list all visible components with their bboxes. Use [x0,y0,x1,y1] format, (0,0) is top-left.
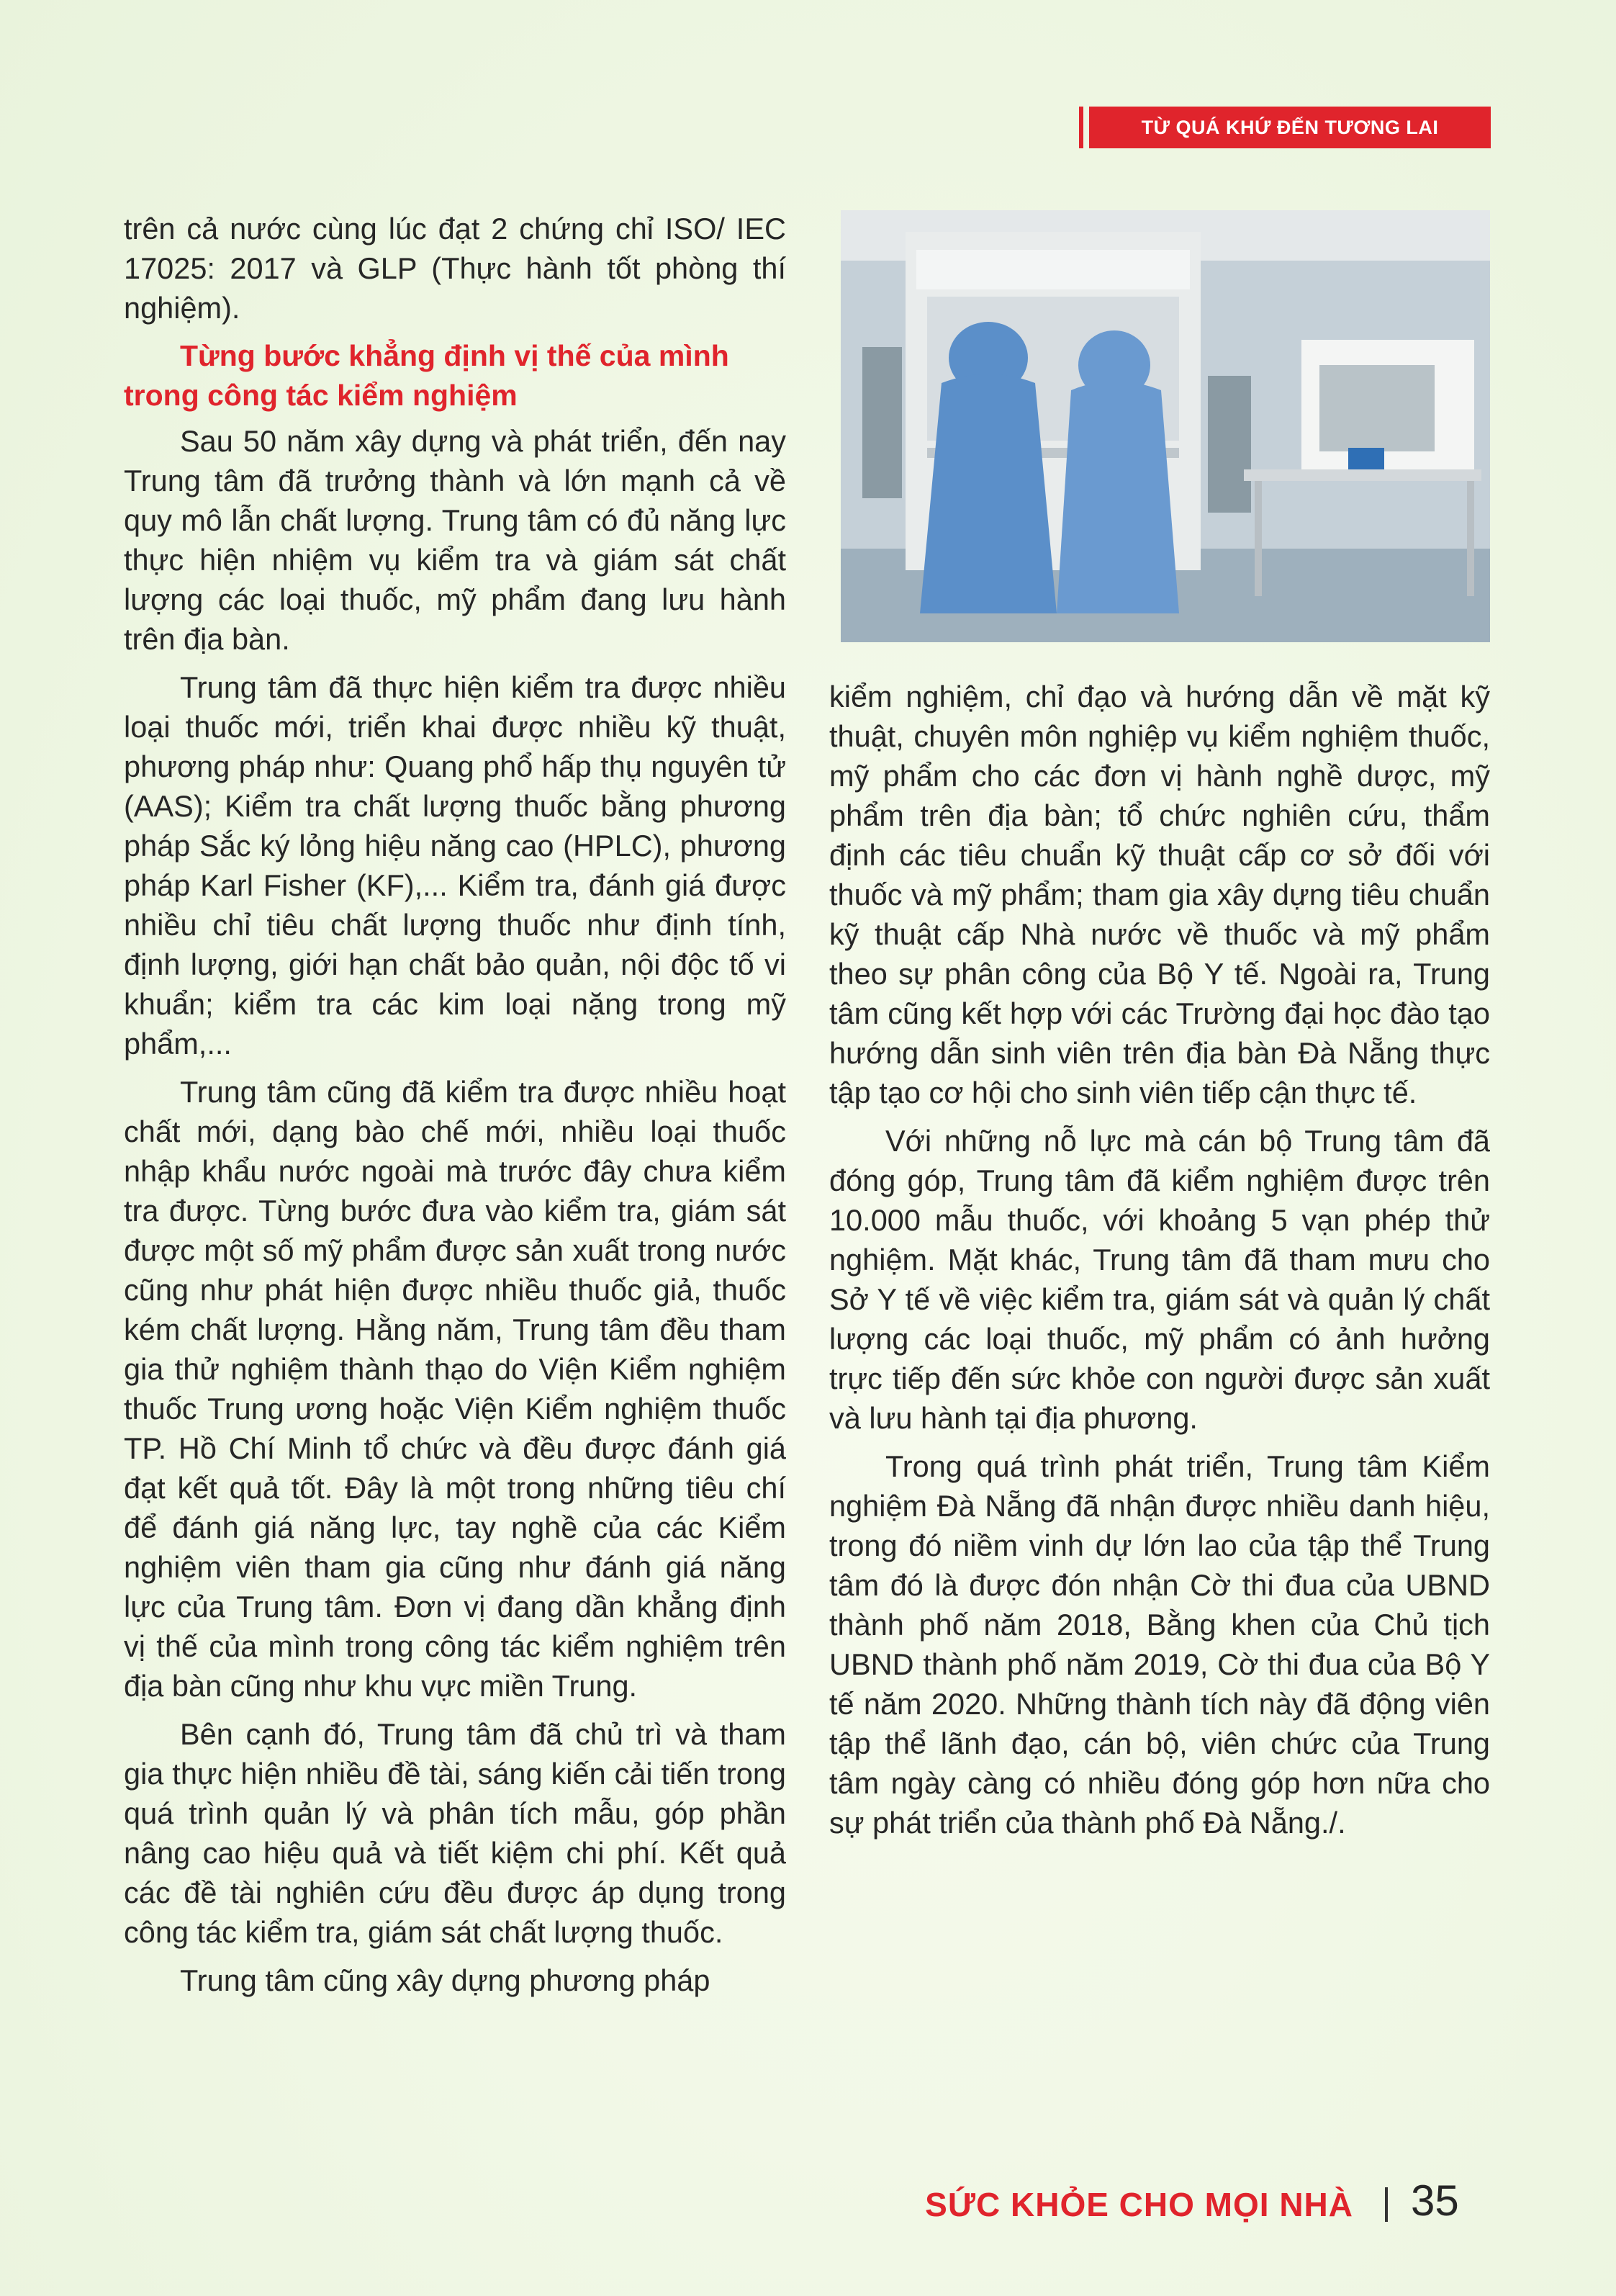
footer-divider [1385,2187,1388,2222]
paragraph: trên cả nước cùng lúc đạt 2 chứng chỉ ISO/ IEC 17025: 2017 và GLP (Thực hành tốt phòng thí nghiệm). [124,212,786,325]
right-column [829,677,1490,1851]
left-column [124,209,786,2009]
paragraph: Trung tâm cũng đã kiểm tra được nhiều hoạt chất mới, dạng bào chế mới, nhiều loại thuốc nhập khẩu nước ngoài mà trước đây chưa kiểm tra được. Từng bước đưa vào kiểm tra, giám sát được một số mỹ phẩm được sản xuất trong nước cũng như phát hiện được nhiều thuốc giả, thuốc kém chất lượng. Hằng năm, Trung tâm đều tham gia thử nghiệm thành thạo do Viện Kiểm nghiệm thuốc Trung ương hoặc Viện Kiểm nghiệm thuốc TP. Hồ Chí Minh tổ chức và đều được đánh giá đạt kết quả tốt. Đây là một trong những tiêu chí để đánh giá năng lực, tay nghề của các Kiểm nghiệm viên tham gia cũng như đánh giá năng lực của Trung tâm. Đơn vị đang dần khẳng định vị thế của mình trong công tác kiểm nghiệm trên địa bàn cũng như khu vực miền Trung. [124,1075,786,1703]
paragraph: Trung tâm đã thực hiện kiểm tra được nhiều loại thuốc mới, triển khai được nhiều kỹ thuật, phương pháp như: Quang phổ hấp thụ nguyên tử (AAS); Kiểm tra chất lượng thuốc bằng phương pháp Sắc ký lỏng hiệu năng cao (HPLC), phương pháp Karl Fisher (KF),... Kiểm tra, đánh giá được nhiều chỉ tiêu chất lượng thuốc như định tính, định lượng, giới hạn chất bảo quản, nội độc tố vi khuẩn; kiểm tra các kim loại nặng trong mỹ phẩm,... [124,670,786,1061]
paragraph: Trung tâm cũng xây dựng phương pháp [180,1963,710,1997]
paragraph: Với những nỗ lực mà cán bộ Trung tâm đã đóng góp, Trung tâm đã kiểm nghiệm được trên 10.000 mẫu thuốc, với khoảng 5 vạn phép thử nghiệm. Mặt khác, Trung tâm đã tham mưu cho Sở Y tế về việc kiểm tra, giám sát và quản lý chất lượng các loại thuốc, mỹ phẩm có ảnh hưởng trực tiếp đến sức khỏe con người được sản xuất và lưu hành tại địa phương. [829,1124,1490,1435]
paragraph: kiểm nghiệm, chỉ đạo và hướng dẫn về mặt kỹ thuật, chuyên môn nghiệp vụ kiểm nghiệm thuốc, mỹ phẩm cho các đơn vị hành nghề dược, mỹ phẩm trên địa bàn; tổ chức nghiên cứu, thẩm định các tiêu chuẩn kỹ thuật cấp cơ sở đối với thuốc và mỹ phẩm; tham gia xây dựng tiêu chuẩn kỹ thuật cấp Nhà nước về thuốc và mỹ phẩm theo sự phân công của Bộ Y tế. Ngoài ra, Trung tâm cũng kết hợp với các Trường đại học đào tạo hướng dẫn sinh viên trên địa bàn Đà Nẵng thực tập tạo cơ hội cho sinh viên tiếp cận thực tế. [829,680,1490,1109]
section-heading: Từng bước khẳng định vị thế của mình trong công tác kiểm nghiệm [124,339,729,412]
magazine-title: SỨC KHỎE CHO MỌI NHÀ [925,2186,1353,2223]
paragraph: Sau 50 năm xây dựng và phát triển, đến nay Trung tâm đã trưởng thành và lớn mạnh cả về quy mô lẫn chất lượng. Trung tâm có đủ năng lực thực hiện nhiệm vụ kiểm tra và giám sát chất lượng các loại thuốc, mỹ phẩm đang lưu hành trên địa bàn. [124,424,786,656]
page-number: 35 [1411,2176,1459,2225]
section-tag: TỪ QUÁ KHỨ ĐẾN TƯƠNG LAI [1089,107,1491,148]
paragraph: Trong quá trình phát triển, Trung tâm Kiểm nghiệm Đà Nẵng đã nhận được nhiều danh hiệu, trong đó niềm vinh dự lớn lao của tập thể Trung tâm đó là được đón nhận Cờ thi đua của UBND thành phố năm 2018, Bằng khen của Chủ tịch UBND thành phố năm 2019, Cờ thi đua của Bộ Y tế năm 2020. Những thành tích này đã động viên tập thể lãnh đạo, cán bộ, viên chức của Trung tâm ngày càng có nhiều đóng góp hơn nữa cho sự phát triển của thành phố Đà Nẵng./. [829,1449,1490,1840]
lab-photo [841,210,1490,642]
paragraph: Bên cạnh đó, Trung tâm đã chủ trì và tham gia thực hiện nhiều đề tài, sáng kiến cải tiến trong quá trình quản lý và phân tích mẫu, góp phần nâng cao hiệu quả và tiết kiệm chi phí. Kết quả các đề tài nghiên cứu đều được áp dụng trong công tác kiểm tra, giám sát chất lượng thuốc. [124,1717,786,1949]
